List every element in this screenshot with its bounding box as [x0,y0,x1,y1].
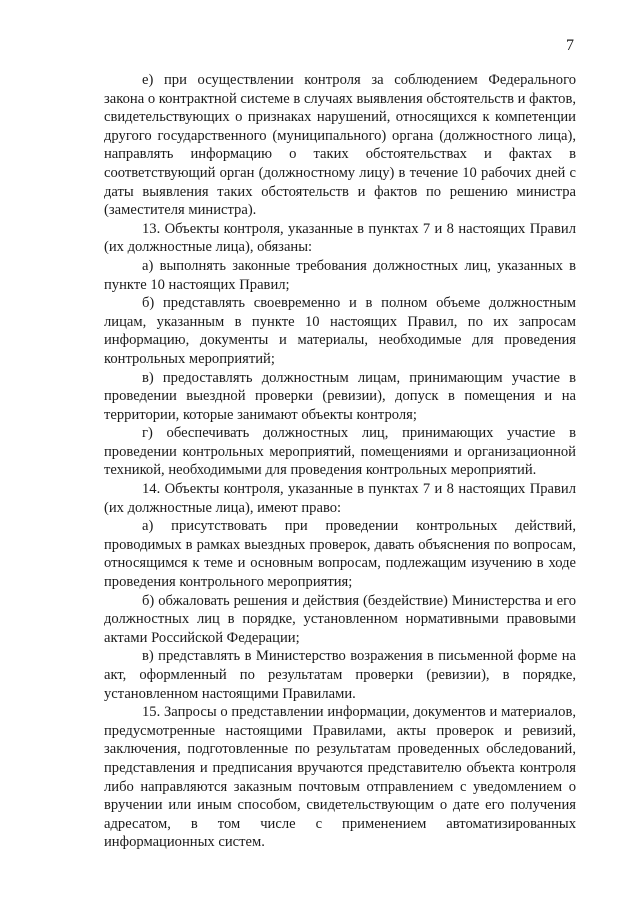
paragraph-15-requests: 15. Запросы о представлении информации, документов и материалов, предусмотренные настоящими Правилами, акты проверок и ревизий, заключения, подготовленные по результатам проведенных обследований, представления и предписания вручаются представителю объекта контроля либо направляются заказным почтовым отправлением с уведомлением о вручении или иным способом, свидетельствующим о дате его получения адресатом, в том числе с применением автоматизированных информационных систем. [104,704,576,851]
paragraph-14-rights-intro: 14. Объекты контроля, указанные в пунктах 7 и 8 настоящих Правил (их должностные лица), имеют право: [104,481,576,516]
paragraph-13-obligations-intro: 13. Объекты контроля, указанные в пунктах 7 и 8 настоящих Правил (их должностные лица), обязаны: [104,220,576,256]
paragraph-item-e-info-transfer: е) при осуществлении контроля за соблюдением Федерального закона о контрактной системе в случаях выявления обстоятельств и фактов, свидетельствующих о признаках нарушений, относящихся к компетенции другого государственного (муниципального) органа (должностного лица), направлять информацию о таких обстоятельствах и фактах в соответствующий орган (должностному лицу) в течение 10 рабочих дней с даты выявления таких обстоятельств и фактов по решению министра (заместителя министра). [104,72,576,219]
page-number: 7 [566,37,574,54]
paragraph-13g: г) обеспечивать должностных лиц, принимающих участие в проведении контрольных мероприятий, помещениями и организационной техникой, необходимыми для проведения контрольных мероприятий. [104,425,576,479]
paragraph-14b: б) обжаловать решения и действия (бездействие) Министерства и его должностных лиц в порядке, установленном нормативными правовыми актами Российской Федерации; [104,592,576,646]
paragraph-13b: б) представлять своевременно и в полном объеме должностным лицам, указанным в пункте 10 настоящих Правил, по их запросам информацию, документы и материалы, необходимые для проведения контрольных мероприятий; [104,295,576,367]
paragraph-14v: в) представлять в Министерство возражения в письменной форме на акт, оформленный по результатам проверки (ревизии), в порядке, установленном настоящими Правилами. [104,648,576,702]
paragraph-14a: а) присутствовать при проведении контрольных действий, проводимых в рамках выездных проверок, давать объяснения по вопросам, относящимся к теме и основным вопросам, подлежащим изучению в ходе проведения контрольного мероприятия; [104,518,576,591]
paragraph-13v: в) предоставлять должностным лицам, принимающим участие в проведении выездной проверки (ревизии), допуск в помещения и на территории, которые занимают объекты контроля; [104,369,576,423]
paragraph-13a: а) выполнять законные требования должностных лиц, указанных в пункте 10 настоящих Правил; [104,257,576,293]
document-body [104,71,576,852]
